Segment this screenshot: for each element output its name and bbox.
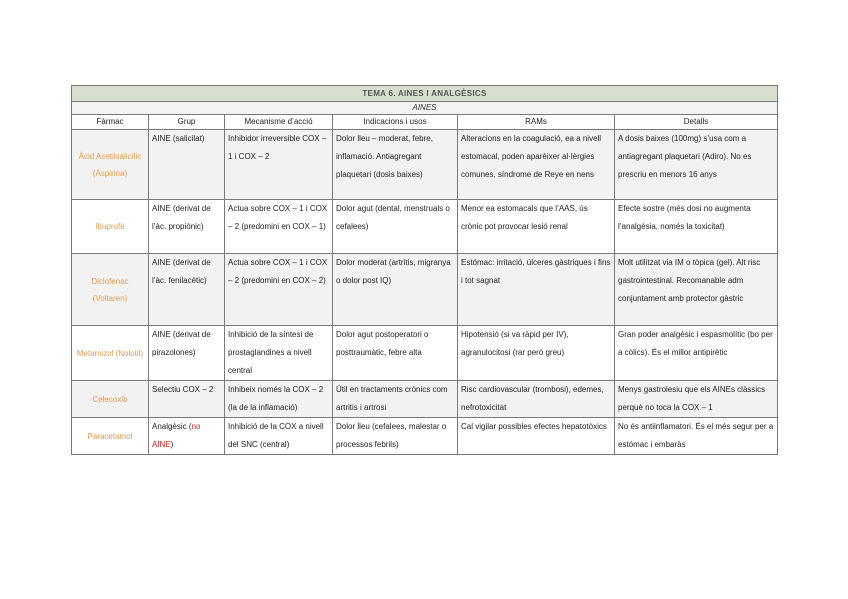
header-cell: Grup bbox=[149, 115, 225, 130]
table-row bbox=[72, 326, 778, 381]
indications-cell: Dolor agut (dental, menstruals o cefalees) bbox=[333, 200, 458, 254]
details-cell: Molt utilitzat via IM o tòpica (gel). Alt risc gastrointestinal. Recomanable adm conjuntament amb protector gàstric bbox=[615, 254, 778, 326]
no-aine-label: no AINE bbox=[152, 422, 201, 449]
header-cell: Detalls bbox=[615, 115, 778, 130]
group-cell: AINE (derivat de l’àc. fenilacètic) bbox=[149, 254, 225, 326]
header-cell: RAMs bbox=[458, 115, 615, 130]
group-cell: AINE (derivat de l’àc. propiònic) bbox=[149, 200, 225, 254]
group-cell: AINE (salicilat) bbox=[149, 130, 225, 200]
header-cell: Mecanisme d’acció bbox=[225, 115, 333, 130]
details-cell: A dosis baixes (100mg) s’usa com a antiagregant plaquetari (Adiro). No es prescriu en menors 16 anys bbox=[615, 130, 778, 200]
group-text: ) bbox=[170, 440, 174, 449]
details-cell: Efecte sostre (més dosi no augmenta l’analgèsia, només la toxicitat) bbox=[615, 200, 778, 254]
drug-name: Celecoxib bbox=[72, 381, 149, 418]
drug-name: Paracetamol bbox=[72, 418, 149, 455]
details-cell: Gran poder analgèsic i espasmolític (bo per a còlics). És el millor antipirètic bbox=[615, 326, 778, 381]
table-title: TEMA 6. AINES I ANALGÈSICS bbox=[72, 86, 778, 102]
table-row bbox=[72, 418, 778, 455]
details-cell: Menys gastrolesiu que els AINEs clàssics perquè no toca la COX – 1 bbox=[615, 381, 778, 418]
indications-cell: Dolor agut postoperatori o posttraumàtic, febre alta bbox=[333, 326, 458, 381]
table-row bbox=[72, 254, 778, 326]
mechanism-cell: Inhibeix només la COX – 2 (la de la inflamació) bbox=[225, 381, 333, 418]
table-row bbox=[72, 130, 778, 200]
drug-name: Àcid Acetilsalicílic (Aspirina) bbox=[72, 130, 149, 200]
table-row bbox=[72, 381, 778, 418]
table-row bbox=[72, 200, 778, 254]
indications-cell: Dolor lleu – moderat, febre, inflamació. Antiagregant plaquetari (dosis baixes) bbox=[333, 130, 458, 200]
drug-name: Metamizol (Nolotil) bbox=[72, 326, 149, 381]
mechanism-cell: Inhibició de la COX a nivell del SNC (central) bbox=[225, 418, 333, 455]
group-cell: AINE (derivat de pirazolones) bbox=[149, 326, 225, 381]
drug-name: Diclofenac (Voltaren) bbox=[72, 254, 149, 326]
header-row bbox=[72, 115, 778, 130]
drug-table bbox=[71, 85, 778, 455]
mechanism-cell: Actua sobre COX – 1 i COX – 2 (predomini en COX – 1) bbox=[225, 200, 333, 254]
indications-cell: Útil en tractaments crònics com artritis i artrosi bbox=[333, 381, 458, 418]
mechanism-cell: Inhibició de la síntesi de prostaglandines a nivell central bbox=[225, 326, 333, 381]
rams-cell: Cal vigilar possibles efectes hepatotòxics bbox=[458, 418, 615, 455]
mechanism-cell: Inhibidor irreversible COX – 1 i COX – 2 bbox=[225, 130, 333, 200]
rams-cell: Hipotensió (si va ràpid per IV), agranulocitosi (rar però greu) bbox=[458, 326, 615, 381]
rams-cell: Estómac: irritació, úlceres gàstriques i fins i tot sagnat bbox=[458, 254, 615, 326]
group-cell bbox=[149, 418, 225, 455]
group-cell: Selectiu COX – 2 bbox=[149, 381, 225, 418]
header-cell: Indicacions i usos bbox=[333, 115, 458, 130]
group-text: Analgèsic ( bbox=[152, 422, 192, 431]
details-cell: No és antiinflamatori. És el més segur per a estómac i embaràs bbox=[615, 418, 778, 455]
drug-name: Ibuprofè bbox=[72, 200, 149, 254]
table-subtitle: AINES bbox=[72, 102, 778, 115]
rams-cell: Alteracions en la coagulació, ea a nivell estomacal, poden aparèixer al·lèrgies comunes, síndrome de Reye en nens bbox=[458, 130, 615, 200]
rams-cell: Menor ea estomacals que l’AAS, ús crònic pot provocar lesió renal bbox=[458, 200, 615, 254]
rams-cell: Risc cardiovascular (trombosi), edemes, nefrotoxicitat bbox=[458, 381, 615, 418]
header-cell: Fàrmac bbox=[72, 115, 149, 130]
indications-cell: Dolor moderat (artritis, migranya o dolor post IQ) bbox=[333, 254, 458, 326]
indications-cell: Dolor lleu (cefalees, malestar o processos febrils) bbox=[333, 418, 458, 455]
mechanism-cell: Actua sobre COX – 1 i COX – 2 (predomini en COX – 2) bbox=[225, 254, 333, 326]
